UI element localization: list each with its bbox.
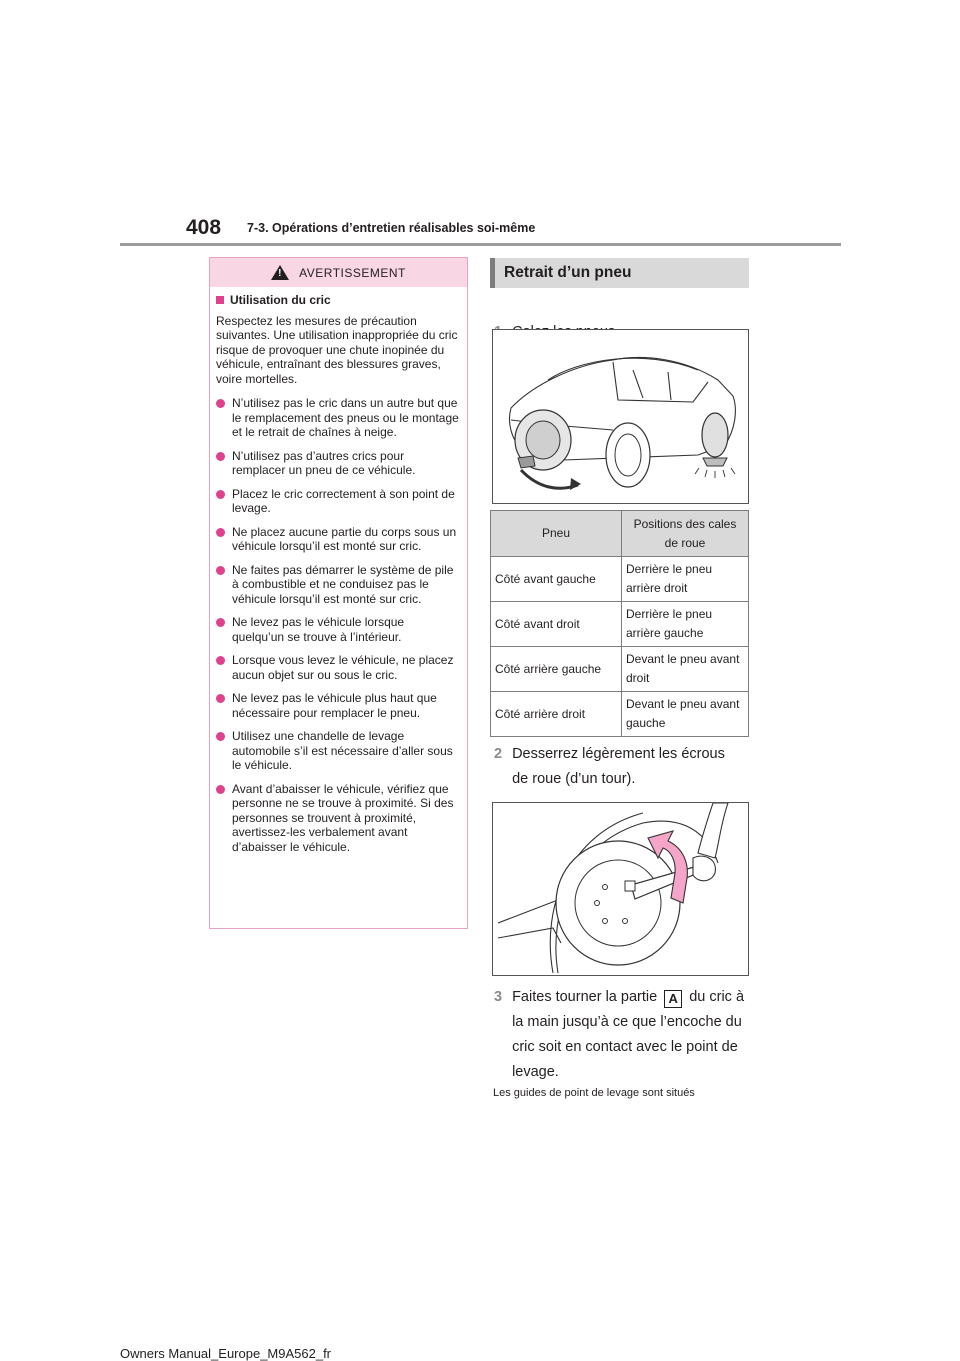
step-2: 2 Desserrez légèrement les écrous de roue (d’un tour). [494, 746, 725, 787]
bullet-dot-icon [216, 785, 225, 794]
step-3: 3 Faites tourner la partie A du cric à la main jusqu’à ce que l’encoche du cric soit en contact avec le point de levage. [494, 989, 745, 1080]
bullet-dot-icon [216, 656, 225, 665]
warning-triangle-icon: ! [271, 265, 289, 280]
warning-subtitle: Utilisation du cric [216, 293, 459, 308]
table-cell: Derrière le pneu arrière gauche [622, 602, 749, 647]
footer-manual-id: Owners Manual_Europe_M9A562_fr [120, 1346, 332, 1361]
bullet-dot-icon [216, 399, 225, 408]
warning-bullet: N’utilisez pas d’autres crics pour remplacer un pneu de ce véhicule. [216, 449, 459, 478]
warning-bullet: Ne faites pas démarrer le système de pile à combustible et ne conduisez pas le véhicule lorsqu’il est monté sur cric. [216, 563, 459, 607]
section-title: 7-3. Opérations d’entretien réalisables soi-même [247, 221, 536, 235]
warning-bullet: Avant d’abaisser le véhicule, vérifiez que personne ne se trouve à proximité. Si des personnes se trouvent à proximité, avertissez-les verbalement avant d’abaisser le véhicule. [216, 782, 459, 855]
warning-bullet: N’utilisez pas le cric dans un autre but que le remplacement des pneus ou le montage et le retrait de chaînes à neige. [216, 396, 459, 440]
table-header-row [491, 511, 749, 557]
square-bullet-icon [216, 296, 224, 304]
warning-header [210, 258, 467, 287]
table-header-cell: Positions des cales de roue [622, 511, 749, 557]
car-illustration-svg [493, 330, 748, 503]
table-cell: Devant le pneu avant gauche [622, 692, 749, 737]
header-rule [120, 243, 841, 246]
bullet-dot-icon [216, 618, 225, 627]
table-row [491, 602, 749, 647]
rear-wheel-chocked [695, 413, 735, 478]
table-header-cell: Pneu [491, 511, 622, 557]
bullet-dot-icon [216, 490, 225, 499]
part-a-label: A [664, 990, 682, 1008]
bullet-dot-icon [216, 732, 225, 741]
warning-body [210, 287, 467, 854]
table-row [491, 692, 749, 737]
warning-title: AVERTISSEMENT [299, 265, 406, 280]
table-row [491, 557, 749, 602]
car-wheel-chock-illustration [492, 329, 749, 504]
wrench-illustration-svg [493, 803, 748, 975]
warning-bullet: Ne levez pas le véhicule plus haut que nécessaire pour remplacer le pneu. [216, 691, 459, 720]
bullet-dot-icon [216, 528, 225, 537]
table-cell: Derrière le pneu arrière droit [622, 557, 749, 602]
wheel-chock-table [490, 510, 749, 737]
spare-tire [556, 841, 680, 965]
bullet-dot-icon [216, 694, 225, 703]
warning-bullet: Lorsque vous levez le véhicule, ne placez aucun objet sur ou sous le cric. [216, 653, 459, 682]
table-cell: Côté avant droit [491, 602, 622, 647]
table-cell: Côté arrière droit [491, 692, 622, 737]
section-heading: Retrait d’un pneu [490, 258, 749, 288]
table-cell: Côté avant gauche [491, 557, 622, 602]
jack-point-note: Les guides de point de levage sont situés [493, 1087, 695, 1099]
warning-box [209, 257, 468, 929]
page-number: 408 [186, 216, 222, 239]
bullet-dot-icon [216, 566, 225, 575]
loosen-wheel-nuts-illustration [492, 802, 749, 976]
warning-bullet: Placez le cric correctement à son point de levage. [216, 487, 459, 516]
warning-intro: Respectez les mesures de précaution suivantes. Une utilisation inappropriée du cric risque de provoquer une chute inopinée du véhicule, entraînant des blessures graves, voire mortelles. [216, 313, 458, 386]
warning-bullet: Utilisez une chandelle de levage automobile s’il est nécessaire d’aller sous le véhicule. [216, 729, 459, 773]
warning-bullet: Ne levez pas le véhicule lorsque quelqu’un se trouve à l’intérieur. [216, 615, 459, 644]
table-cell: Devant le pneu avant droit [622, 647, 749, 692]
table-cell: Côté arrière gauche [491, 647, 622, 692]
table-row [491, 647, 749, 692]
warning-bullet: Ne placez aucune partie du corps sous un véhicule lorsqu’il est monté sur cric. [216, 525, 459, 554]
bullet-dot-icon [216, 452, 225, 461]
